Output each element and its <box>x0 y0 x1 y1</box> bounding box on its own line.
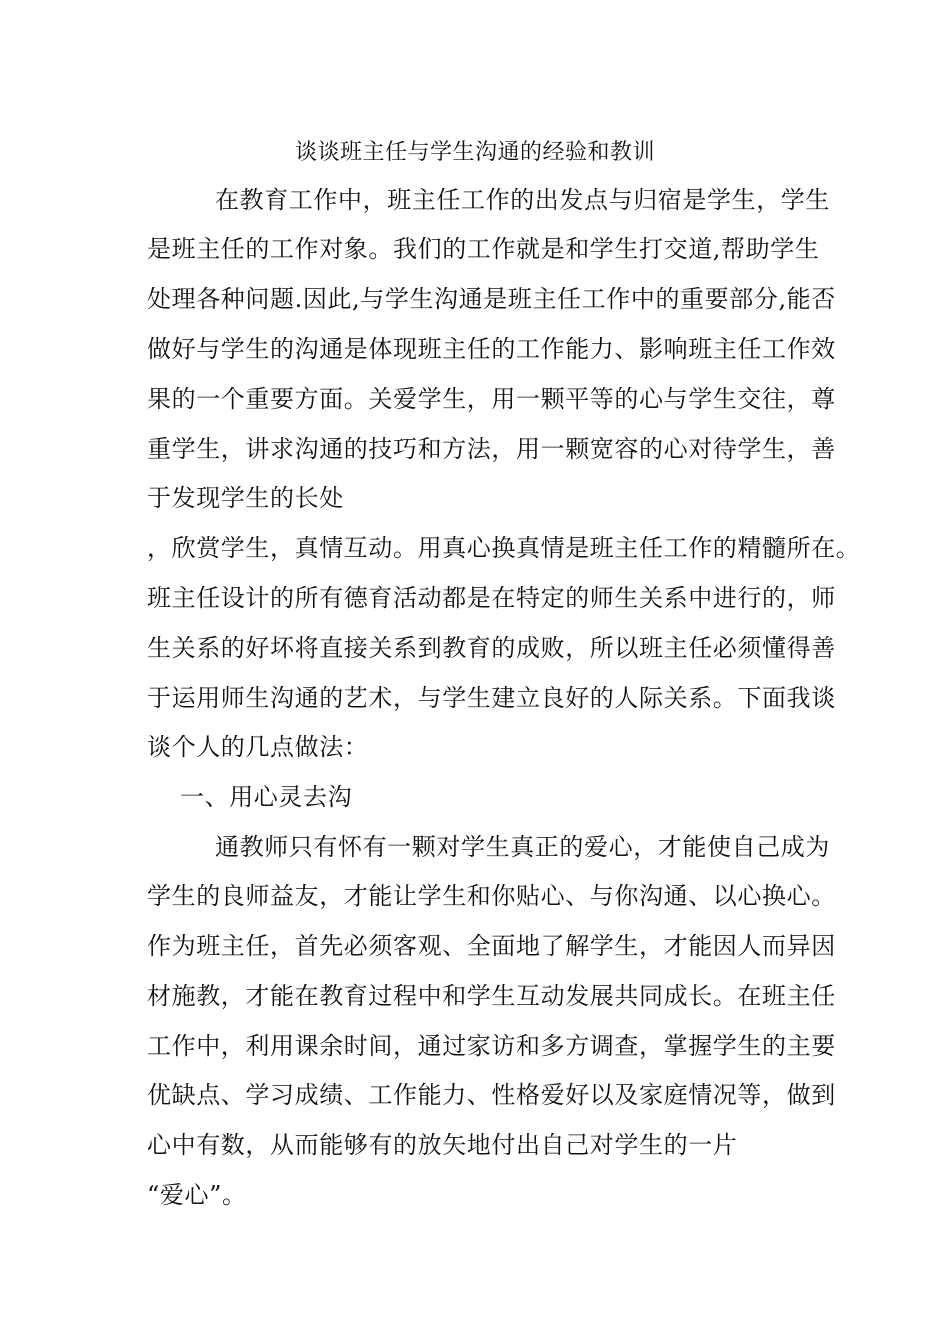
paragraph-line: 谈个人的几点做法： <box>147 733 369 761</box>
paragraph-line: 生关系的好坏将直接关系到教育的成败，所以班主任必须懂得善 <box>147 634 836 662</box>
paragraph-line: “爱心”。 <box>147 1181 247 1209</box>
paragraph-line: 重学生，讲求沟通的技巧和方法，用一颗宽容的心对待学生，善 <box>147 435 836 463</box>
paragraph-line: 是班主任的工作对象。我们的工作就是和学生打交道,帮助学生 <box>147 235 820 263</box>
paragraph-line: ，欣赏学生，真情互动。用真心换真情是班主任工作的精髓所在。 <box>147 534 861 562</box>
paragraph-line: 材施教，才能在教育过程中和学生互动发展共同成长。在班主任 <box>147 982 836 1010</box>
paragraph-line: 处理各种问题.因此,与学生沟通是班主任工作中的重要部分,能否 <box>147 285 836 313</box>
paragraph-line: 学生的良师益友，才能让学生和你贴心、与你沟通、以心换心。 <box>147 882 836 910</box>
paragraph-line: 工作中，利用课余时间，通过家访和多方调查，掌握学生的主要 <box>147 1032 836 1060</box>
paragraph-line: 于运用师生沟通的艺术，与学生建立良好的人际关系。下面我谈 <box>147 684 836 712</box>
paragraph-line: 心中有数，从而能够有的放矢地付出自己对学生的一片 <box>147 1131 738 1159</box>
document-title: 谈谈班主任与学生沟通的经验和教训 <box>294 140 655 165</box>
section-heading: 一、用心灵去沟 <box>180 783 353 811</box>
paragraph-line: 做好与学生的沟通是体现班主任的工作能力、影响班主任工作效 <box>147 335 836 363</box>
paragraph-line: 通教师只有怀有一颗对学生真正的爱心，才能使自己成为 <box>215 833 830 861</box>
paragraph-line: 在教育工作中，班主任工作的出发点与归宿是学生，学生 <box>215 186 830 214</box>
paragraph-line: 班主任设计的所有德育活动都是在特定的师生关系中进行的，师 <box>147 584 836 612</box>
paragraph-line: 作为班主任，首先必须客观、全面地了解学生，才能因人而异因 <box>147 932 836 960</box>
paragraph-line: 优缺点、学习成绩、工作能力、性格爱好以及家庭情况等，做到 <box>147 1081 836 1109</box>
paragraph-line: 果的一个重要方面。关爱学生，用一颗平等的心与学生交往，尊 <box>147 385 836 413</box>
paragraph-line: 于发现学生的长处 <box>147 484 344 512</box>
